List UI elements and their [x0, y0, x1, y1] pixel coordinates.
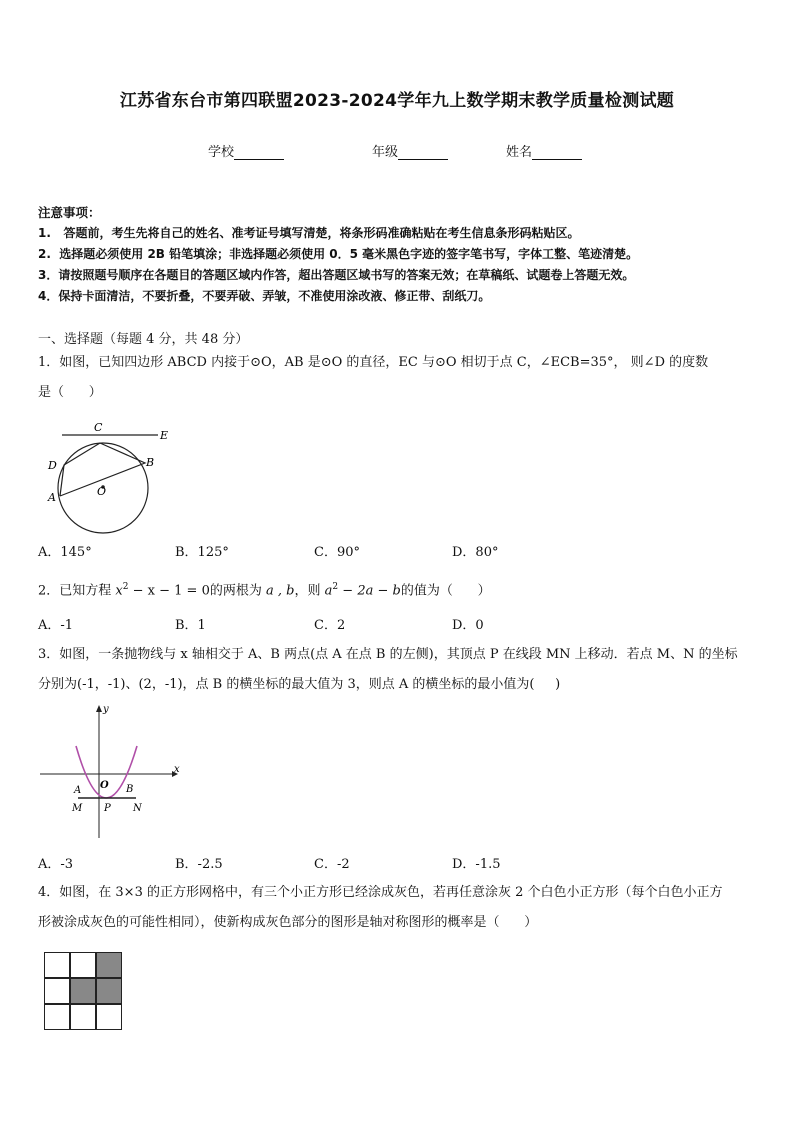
- label-n: N: [133, 803, 142, 814]
- question-4-line1: 4．如图，在 3×3 的正方形网格中，有三个小正方形已经涂成灰色，若再任意涂灰 2 个白色小正方形（每个白色小正方: [38, 885, 723, 900]
- equation-roots: a , b: [266, 583, 295, 599]
- label-o: O: [97, 485, 107, 498]
- notes-heading: 注意事项：: [38, 205, 101, 220]
- question-1-line2: 是（ ）: [38, 385, 102, 400]
- q2-option-c: C．2: [314, 618, 346, 633]
- label-d: D: [48, 459, 57, 472]
- question-2-mid: 的两根为: [209, 583, 262, 599]
- name-label: 姓名: [506, 145, 533, 160]
- parabola-figure: [36, 702, 186, 842]
- school-blank: [234, 145, 284, 160]
- question-2-mid2: ，则: [294, 583, 321, 599]
- q1-option-b: B．125°: [175, 545, 229, 560]
- q1-option-d: D．80°: [452, 545, 499, 560]
- grid-cell-white: [96, 1004, 122, 1030]
- label-o: O: [100, 780, 109, 791]
- expression-exponent: 2: [332, 582, 339, 592]
- expression-a: a: [324, 583, 333, 599]
- question-2: [38, 572, 760, 606]
- label-e: E: [160, 429, 169, 442]
- q3-option-c: C．-2: [314, 857, 350, 872]
- q2-option-a: A．-1: [38, 618, 74, 633]
- grid-cell-shaded: [96, 952, 122, 978]
- q1-option-c: C．90°: [314, 545, 360, 560]
- question-3-line1: 3．如图，一条抛物线与 x 轴相交于 A、B 两点(点 A 在点 B 的左侧)，其顶点 P 在线段 MN 上移动．若点 M、N 的坐标: [38, 647, 738, 662]
- grid-cell-white: [70, 1004, 96, 1030]
- question-3-line2: 分别为(-1，-1)、(2，-1)，点 B 的横坐标的最大值为 3，则点 A 的横坐标的最小值为( ): [38, 677, 561, 692]
- label-y: y: [103, 704, 109, 715]
- question-3: [38, 640, 760, 700]
- label-a: A: [74, 785, 82, 796]
- question-4-line2: 形被涂成灰色的可能性相同），使新构成灰色部分的图形是轴对称图形的概率是（ ）: [38, 915, 538, 930]
- label-c: C: [94, 421, 103, 434]
- grade-field: [372, 141, 448, 160]
- q3-option-a: A．-3: [38, 857, 74, 872]
- school-label: 学校: [208, 145, 235, 160]
- equation-exponent: 2: [122, 582, 129, 592]
- label-x: x: [174, 764, 180, 775]
- square-grid: [44, 952, 122, 1030]
- label-b: B: [126, 784, 134, 795]
- q2-option-d: D．0: [452, 618, 484, 633]
- question-4: [38, 878, 760, 938]
- grid-cell-white: [70, 952, 96, 978]
- grid-cell-white: [44, 978, 70, 1004]
- q2-option-b: B．1: [175, 618, 206, 633]
- q3-option-b: B．-2.5: [175, 857, 223, 872]
- section-heading: 一、选择题（每题 4 分，共 48 分）: [38, 332, 249, 347]
- label-m: M: [72, 803, 83, 814]
- grid-cell-white: [44, 952, 70, 978]
- grade-blank: [398, 145, 448, 160]
- grade-label: 年级: [372, 145, 399, 160]
- label-b: B: [146, 456, 155, 469]
- q3-option-d: D．-1.5: [452, 857, 501, 872]
- equation-x: x: [115, 583, 123, 599]
- question-2-prefix: 2．已知方程: [38, 583, 112, 599]
- school-field: [208, 141, 284, 160]
- label-p: P: [104, 803, 111, 814]
- grid-cell-shaded: [70, 978, 96, 1004]
- y-axis-arrow: [96, 705, 102, 712]
- circle-figure: [40, 418, 180, 538]
- q1-option-a: A．145°: [38, 545, 92, 560]
- page-title: 江苏省东台市第四联盟2023-2024学年九上数学期末教学质量检测试题: [119, 91, 675, 111]
- equation-rest: − x − 1 = 0: [128, 583, 210, 599]
- name-blank: [532, 145, 582, 160]
- question-2-suffix: 的值为（ ）: [400, 583, 491, 599]
- name-field: [506, 141, 582, 160]
- label-a: A: [48, 491, 56, 504]
- grid-cell-shaded: [96, 978, 122, 1004]
- note-item: 3．请按照题号顺序在各题目的答题区域内作答，超出答题区域书写的答案无效；在草稿纸、试题卷上答题无效。: [38, 268, 635, 282]
- note-item: 4．保持卡面清洁，不要折叠，不要弄破、弄皱，不准使用涂改液、修正带、刮纸刀。: [38, 289, 491, 303]
- note-item: 2. 选择题必须使用 2B 铅笔填涂；非选择题必须使用 0．5 毫米黑色字迹的签字笔书写，字体工整、笔迹清楚。: [38, 247, 639, 261]
- expression-rest: − 2a − b: [338, 583, 401, 599]
- question-1-line1: 1．如图，已知四边形 ABCD 内接于⊙O，AB 是⊙O 的直径，EC 与⊙O 相切于点 C，∠ECB=35°， 则∠D 的度数: [38, 355, 709, 370]
- question-1: [38, 348, 760, 408]
- grid-cell-white: [44, 1004, 70, 1030]
- note-item: 1. 答题前，考生先将自己的姓名、准考证号填写清楚，将条形码准确粘贴在考生信息条形码粘贴区。: [38, 226, 580, 240]
